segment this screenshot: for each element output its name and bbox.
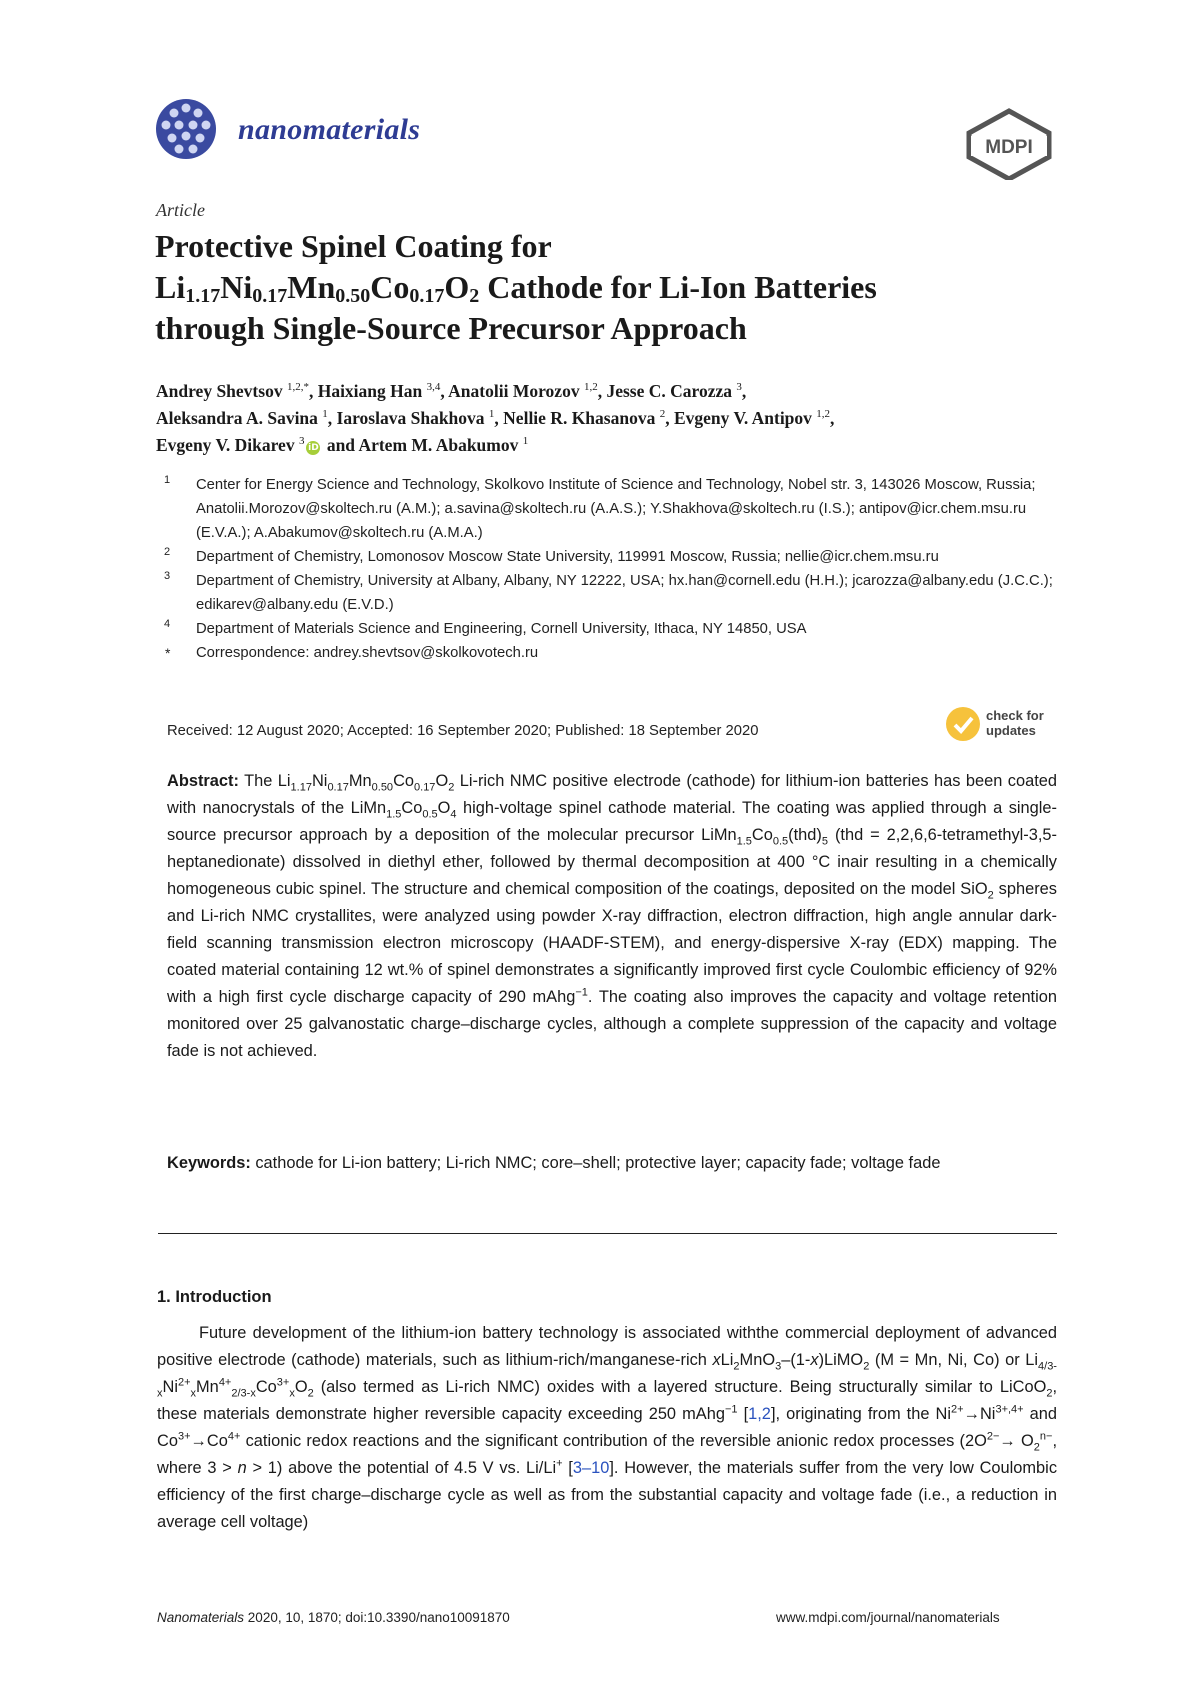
author-name[interactable]: Haixiang Han: [317, 381, 423, 401]
author-name[interactable]: Evgeny V. Dikarev: [156, 435, 295, 455]
affiliation-item: * Correspondence: andrey.shevtsov@skolkovotech.ru: [165, 645, 539, 661]
citation-link[interactable]: 1,2: [748, 1405, 771, 1423]
checkmark-icon: [946, 707, 980, 741]
keywords: Keywords: cathode for Li-ion battery; Li-rich NMC; core–shell; protective layer; capacity fade; voltage fade: [167, 1154, 941, 1172]
author-name[interactable]: Aleksandra A. Savina: [156, 408, 318, 428]
orcid-icon[interactable]: iD: [308, 443, 319, 453]
affiliation-item: 4 Department of Materials Science and Engineering, Cornell University, Ithaca, NY 14850, USA: [164, 618, 807, 637]
author-name[interactable]: Iaroslava Shakhova: [336, 408, 485, 428]
footer-url[interactable]: www.mdpi.com/journal/nanomaterials: [776, 1610, 1000, 1625]
author-name[interactable]: Jesse C. Carozza: [606, 381, 732, 401]
affiliation-item: 1 Center for Energy Science and Technology, Skolkovo Institute of Science and Technology, Nobel str. 3, 143026 Moscow, Russia; Anatolii.Morozov@skoltech.ru (A.M.); a.savina@skoltech.ru (A.A.S.); Y.Shakhova@skoltech.ru (I.S.); antipov@icr.chem.msu.ru (E.V.A.); A.Abakumov@skoltech.ru (A.M.A.): [164, 474, 1036, 541]
check-for-updates-badge[interactable]: check for updates: [946, 705, 1066, 745]
author-name[interactable]: Nellie R. Khasanova: [503, 408, 656, 428]
citation-link[interactable]: 3–10: [572, 1459, 610, 1477]
fullerene-icon: [155, 98, 217, 160]
svg-text:MDPI: MDPI: [985, 137, 1033, 158]
abstract: Abstract: The $Li_{1.17}Ni_{0.17}Mn_{0.50}Co_{0.17}O_2$ Li-rich NMC positive electrode (cathode) for lithium-ion batteries has been coated with nanocrystals of the $LiMn_{1.5}Co_{0.5}O_4$ high-voltage spinel cathode material. The coating was applied through a single-source precursor approach by a deposition of the molecular precursor $LiMn_{1.5}Co_{0.5}(thd)_5$ (thd = 2,2,6,6-tetramethyl-3,5-heptanedionate) dissolved in diethyl ether, followed by thermal decomposition at 400 °C inair resulting in a chemically homogeneous cubic spinel. The structure and chemical composition of the coatings, deposited on the model SiO$_2$ spheres and Li-rich NMC crystallites, were analyzed using powder X-ray diffraction, electron diffraction, high angle annular dark-field scanning transmission electron microscopy (HAADF-STEM), and energy-dispersive X-ray (EDX) mapping. The coated material containing 12 wt.% of spinel demonstrates a significantly improved first cycle Coulombic efficiency of 92% with a high first cycle discharge capacity of 290 mAhg$^{-1}$. The coating also improves the capacity and voltage retention monitored over 25 galvanostatic charge–discharge cycles, although a complete suppression of the capacity and voltage fade is not achieved.: [167, 772, 1057, 1060]
section-heading: 1. Introduction: [157, 1288, 272, 1306]
journal-name: nanomaterials: [238, 113, 421, 146]
author-name[interactable]: Anatolii Morozov: [448, 381, 580, 401]
article-type: Article: [156, 200, 205, 220]
affiliation-item: 2 Department of Chemistry, Lomonosov Moscow State University, 119991 Moscow, Russia; nellie@icr.chem.msu.ru: [164, 546, 939, 565]
affiliation-item: 3 Department of Chemistry, University at Albany, Albany, NY 12222, USA; hx.han@cornell.edu (H.H.); jcarozza@albany.edu (J.C.C.); edikarev@albany.edu (E.V.D.): [164, 570, 1053, 613]
section-divider: [158, 1233, 1057, 1234]
author-name[interactable]: and Artem M. Abakumov: [326, 435, 519, 455]
publication-dates: Received: 12 August 2020; Accepted: 16 September 2020; Published: 18 September 2020: [167, 723, 759, 739]
author-name[interactable]: Andrey Shevtsov: [156, 381, 283, 401]
author-list: Andrey Shevtsov $^{1,2,*}$, Haixiang Han $^{3,4}$, Anatolii Morozov $^{1,2}$, Jesse C. Carozza $^3$, Aleksandra A. Savina $^1$, Iaroslava Shakhova $^1$, Nellie R. Khasanova $^2$, Evgeny V. Antipov $^{1,2}$, Evgeny V. Dikarev $^3$iD and Artem M. Abakumov $^1$: [156, 381, 835, 455]
footer-citation: Nanomaterials 2020, 10, 1870; doi:10.3390/nano10091870: [157, 1610, 510, 1625]
article-title: Protective Spinel Coating for $Li_{1.17}Ni_{0.17}Mn_{0.50}Co_{0.17}O_2$ Cathode for Li-Ion Batteries through Single-Source Precursor Approach: [155, 228, 877, 346]
author-name[interactable]: Evgeny V. Antipov: [673, 408, 812, 428]
introduction-paragraph: Future development of the lithium-ion battery technology is associated withthe commercial deployment of advanced positive electrode (cathode) materials, such as lithium-rich/manganese-rich xLi$_2$MnO$_3$–(1-x)LiMO$_2$ (M = Mn, Ni, Co) or $Li_{4/3-x}Ni^{2+}_xMn^{4+}_{2/3-x}Co^{3+}_xO_2$ (also termed as Li-rich NMC) oxides with a layered structure. Being structurally similar to LiCoO$_2$, these materials demonstrate higher reversible capacity exceeding 250 mAhg$^{-1}$ [1,2], originating from the $Ni^{2+}\to Ni^{3+,4+}$ and $Co^{3+}\to Co^{4+}$ cationic redox reactions and the significant contribution of the reversible anionic redox processes ($2O^{2-}\to O_2^{n-}$, where 3 > n > 1) above the potential of 4.5 V vs. Li/Li+ [3–10]. However, the materials suffer from the very low Coulombic efficiency of the first charge–discharge cycle as well as from the substantial capacity and voltage fade (i.e., a reduction in average cell voltage): [157, 1324, 1058, 1531]
affiliations: [160, 473, 1060, 665]
mdpi-logo: [965, 108, 1053, 180]
